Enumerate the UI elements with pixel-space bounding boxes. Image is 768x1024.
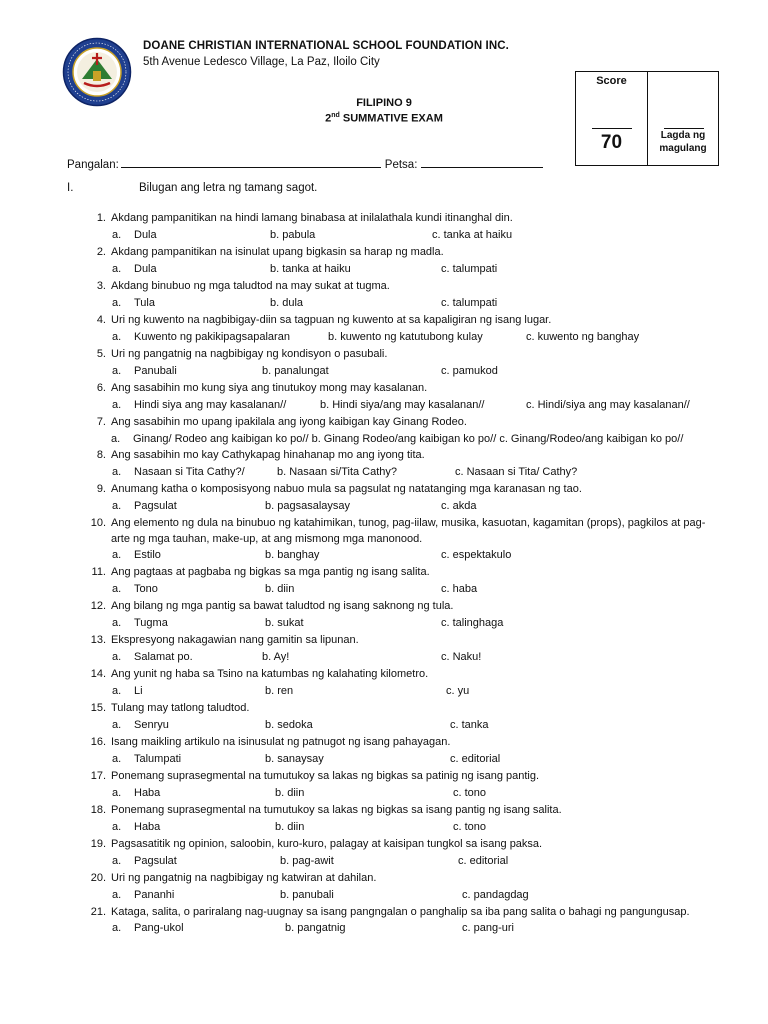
choice-option[interactable] <box>265 547 319 564</box>
signature-underline <box>664 128 704 129</box>
question-text <box>0 346 768 363</box>
choice-row <box>0 887 768 904</box>
choice-text: c. kuwento ng banghay <box>526 331 640 343</box>
question-item <box>0 802 768 836</box>
question-stem: Akdang pampanitikan na isinulat upang bigkasin sa harap ng madla. <box>111 246 444 258</box>
choice-option[interactable] <box>112 329 290 346</box>
choice-option[interactable] <box>275 819 304 836</box>
school-name: DOANE CHRISTIAN INTERNATIONAL SCHOOL FOUNDATION INC. <box>143 40 509 52</box>
choice-option[interactable] <box>270 261 351 278</box>
choice-text: c. Hindi/siya ang may kasalanan// <box>526 399 690 411</box>
section-heading <box>67 182 317 196</box>
choice-row <box>0 547 768 564</box>
question-stem: Tulang may tatlong taludtod. <box>111 702 250 714</box>
question-stem: Akdang pampanitikan na hindi lamang binabasa at inilalathala kundi itinanghal din. <box>111 212 513 224</box>
question-item <box>0 278 768 312</box>
choice-option[interactable] <box>320 397 484 414</box>
choice-option[interactable] <box>265 683 293 700</box>
choice-option[interactable] <box>462 887 529 904</box>
name-label: Pangalan: <box>67 159 119 171</box>
question-item <box>0 380 768 414</box>
name-date-row <box>67 156 543 173</box>
choice-row <box>0 431 768 447</box>
question-number: 19. <box>90 838 106 850</box>
choice-option[interactable] <box>112 615 168 632</box>
question-number: 7. <box>96 416 106 428</box>
question-stem: Ang elemento ng dula na binubuo ng katahimikan, tunog, pag-iilaw, musika, kasuotan, kagamitan (props), pagkilos at pag-arte ng mga tauhan, make-up, at ang mismong mga manonood. <box>111 517 706 545</box>
choice-option[interactable] <box>262 649 289 666</box>
exam-title: 2nd SUMMATIVE EXAM <box>325 112 443 125</box>
question-number: 1. <box>96 212 106 224</box>
choice-option[interactable] <box>526 329 639 346</box>
choice-option[interactable] <box>526 397 690 414</box>
choice-text: Senryu <box>134 719 169 731</box>
choice-row <box>0 261 768 278</box>
choice-row <box>0 751 768 768</box>
question-item <box>0 666 768 700</box>
choice-letter: a. <box>112 787 122 799</box>
choice-text: b. ren <box>265 685 294 697</box>
question-stem: Pagsasatitik ng opinion, saloobin, kuro-kuro, palagay at kaisipan tungkol sa isang paksa. <box>111 838 543 850</box>
choice-option[interactable] <box>262 363 329 380</box>
choice-row <box>0 397 768 414</box>
choice-text: b. pangatnig <box>285 922 346 934</box>
choice-letter: a. <box>112 263 122 275</box>
choice-row <box>0 581 768 598</box>
choice-option[interactable] <box>112 751 181 768</box>
choice-letter: a. <box>112 889 122 901</box>
question-stem: Ponemang suprasegmental na tumutukoy sa lakas ng bigkas sa isang pantig ng isang salita. <box>111 804 562 816</box>
choice-option[interactable] <box>441 261 497 278</box>
question-text <box>0 598 768 615</box>
choice-letter: a. <box>112 399 122 411</box>
choice-option[interactable] <box>265 751 324 768</box>
question-item <box>0 210 768 244</box>
choice-row <box>0 649 768 666</box>
choice-option[interactable] <box>112 887 174 904</box>
question-stem: Ang pagtaas at pagbaba ng bigkas sa mga pantig ng isang salita. <box>111 566 430 578</box>
question-stem: Ang bilang ng mga pantig sa bawat taludtod ng isang saknong ng tula. <box>111 600 454 612</box>
choice-row <box>0 819 768 836</box>
choice-letter: a. <box>112 297 122 309</box>
question-text <box>0 244 768 261</box>
choice-letter: a. <box>112 331 122 343</box>
section-numeral: I. <box>67 182 74 194</box>
choice-text: b. sukat <box>265 617 304 629</box>
question-text <box>0 734 768 751</box>
choice-row <box>0 615 768 632</box>
choice-text: c. pamukod <box>441 365 498 377</box>
question-number: 13. <box>90 634 106 646</box>
question-number: 20. <box>90 872 106 884</box>
choice-option[interactable] <box>441 295 497 312</box>
question-text <box>0 481 768 498</box>
choice-row <box>0 464 768 481</box>
choice-option[interactable] <box>270 227 315 244</box>
choice-text: Pagsulat <box>134 500 177 512</box>
question-item <box>0 734 768 768</box>
choice-letter: a. <box>112 229 122 241</box>
choice-text: b. pag-awit <box>280 855 334 867</box>
choice-option[interactable] <box>265 581 294 598</box>
question-number: 4. <box>96 314 106 326</box>
choice-option[interactable] <box>112 363 177 380</box>
question-stem: Ang sasabihin mo kay Cathykapag hinahanap mo ang iyong tita. <box>111 449 425 461</box>
choice-option[interactable] <box>112 853 177 870</box>
question-stem: Anumang katha o komposisyong nabuo mula sa pagsulat ng natatanging mga karanasan ng tao. <box>111 483 582 495</box>
score-value: 70 <box>600 132 623 153</box>
question-text <box>0 380 768 397</box>
choice-option[interactable] <box>277 464 397 481</box>
question-number: 17. <box>90 770 106 782</box>
choice-option[interactable] <box>450 717 489 734</box>
question-item <box>0 836 768 870</box>
choice-option[interactable] <box>432 227 512 244</box>
choice-letter: a. <box>112 821 122 833</box>
score-label: Score <box>596 75 627 87</box>
name-field[interactable] <box>121 156 381 168</box>
choice-option[interactable] <box>112 397 286 414</box>
choice-option[interactable] <box>455 464 577 481</box>
choice-row <box>0 363 768 380</box>
choice-row <box>0 717 768 734</box>
choice-text: Pang-ukol <box>134 922 184 934</box>
choice-text: Kuwento ng pakikipagsapalaran <box>134 331 290 343</box>
choice-option[interactable] <box>441 615 503 632</box>
question-text <box>0 836 768 853</box>
choice-option[interactable] <box>275 785 304 802</box>
choice-option[interactable] <box>112 649 193 666</box>
choice-text: Tula <box>134 297 155 309</box>
question-number: 9. <box>96 483 106 495</box>
question-stem: Isang maikling artikulo na isinusulat ng patnugot ng isang pahayagan. <box>111 736 451 748</box>
question-stem: Ekspresyong nakagawian nang gamitin sa lipunan. <box>111 634 359 646</box>
question-stem: Uri ng pangatnig na nagbibigay ng katwiran at dahilan. <box>111 872 377 884</box>
school-address: 5th Avenue Ledesco Village, La Paz, Iloilo City <box>143 56 380 68</box>
choice-letter: a. <box>112 365 122 377</box>
choice-text: c. espektakulo <box>441 549 512 561</box>
choice-text: b. pagsasalaysay <box>265 500 350 512</box>
question-text <box>0 768 768 785</box>
question-item <box>0 481 768 515</box>
choice-option[interactable] <box>112 547 161 564</box>
question-number: 2. <box>96 246 106 258</box>
choice-option[interactable] <box>328 329 483 346</box>
choice-text: b. diin <box>275 821 305 833</box>
choice-text: Li <box>134 685 143 697</box>
question-number: 18. <box>90 804 106 816</box>
question-item <box>0 244 768 278</box>
choice-text: c. Nasaan si Tita/ Cathy? <box>455 466 578 478</box>
choice-text: Dula <box>134 229 157 241</box>
question-number: 6. <box>96 382 106 394</box>
score-underline <box>592 128 632 129</box>
choice-letter: a. <box>112 549 122 561</box>
choice-option[interactable] <box>112 581 158 598</box>
question-stem: Akdang binubuo ng mga taludtod na may sukat at tugma. <box>111 280 390 292</box>
choice-letter: a. <box>112 651 122 663</box>
choice-text: b. banghay <box>265 549 320 561</box>
choice-text: b. kuwento ng katutubong kulay <box>328 331 483 343</box>
question-number: 21. <box>90 906 106 918</box>
choice-option[interactable] <box>450 751 500 768</box>
choice-text: b. dula <box>270 297 304 309</box>
choice-option[interactable] <box>112 261 157 278</box>
question-item <box>0 700 768 734</box>
question-stem: Ponemang suprasegmental na tumutukoy sa lakas ng bigkas sa patinig ng isang pantig. <box>111 770 540 782</box>
subject-title: FILIPINO 9 <box>356 97 412 109</box>
question-item <box>0 515 768 564</box>
choice-text: Haba <box>134 821 161 833</box>
choice-option[interactable] <box>112 717 169 734</box>
question-text <box>0 870 768 887</box>
choice-text: c. talinghaga <box>441 617 504 629</box>
choice-option[interactable] <box>280 853 334 870</box>
choice-option[interactable] <box>265 498 350 515</box>
choice-option[interactable] <box>441 649 481 666</box>
choice-letter: a. <box>112 753 122 765</box>
choice-row <box>0 329 768 346</box>
choice-text: b. pabula <box>270 229 316 241</box>
choice-text: c. tanka at haiku <box>432 229 513 241</box>
question-item <box>0 768 768 802</box>
choice-row <box>0 920 768 937</box>
question-stem: Ang sasabihin mo kung siya ang tinutukoy mong may kasalanan. <box>111 382 428 394</box>
choice-text: c. tono <box>453 787 487 799</box>
choice-text: c. pandagdag <box>462 889 529 901</box>
question-stem: Ang yunit ng haba sa Tsino na katumbas ng kalahating kilometro. <box>111 668 429 680</box>
question-item <box>0 598 768 632</box>
choice-text: Tono <box>134 583 158 595</box>
choice-option[interactable] <box>458 853 508 870</box>
question-stem: Uri ng pangatnig na nagbibigay ng kondisyon o pasubali. <box>111 348 388 360</box>
question-item <box>0 632 768 666</box>
choice-text: Pagsulat <box>134 855 177 867</box>
choice-text: c. tono <box>453 821 487 833</box>
section-instruction: Bilugan ang letra ng tamang sagot. <box>139 182 318 194</box>
question-number: 11. <box>91 566 106 578</box>
question-stem: Uri ng kuwento na nagbibigay-diin sa tagpuan ng kuwento at sa kapaligiran ng isang lugar. <box>111 314 552 326</box>
question-text <box>0 278 768 295</box>
choice-row <box>0 785 768 802</box>
choice-row <box>0 295 768 312</box>
choice-text: Panubali <box>134 365 177 377</box>
choice-text: c. Naku! <box>441 651 482 663</box>
question-number: 15. <box>90 702 106 714</box>
question-stem: Kataga, salita, o pariralang nag-uugnay sa isang pangngalan o panghalip sa iba pang salita o bahagi ng pangungusap. <box>111 906 690 918</box>
choice-text: Talumpati <box>134 753 182 765</box>
choice-text: b. sedoka <box>265 719 313 731</box>
question-item <box>0 414 768 447</box>
choice-letter: a. <box>112 855 122 867</box>
date-field[interactable] <box>421 156 543 168</box>
question-text <box>0 210 768 227</box>
choice-letter: a. <box>112 500 122 512</box>
choice-option[interactable] <box>285 920 346 937</box>
choice-option[interactable] <box>441 547 511 564</box>
choice-option[interactable] <box>112 920 184 937</box>
choice-text: b. Ay! <box>262 651 290 663</box>
parent-signature-label: Lagda ng magulang <box>659 130 707 154</box>
choice-option[interactable] <box>112 227 157 244</box>
choice-text: c. editorial <box>458 855 509 867</box>
choice-text: c. talumpati <box>441 297 498 309</box>
choice-option[interactable] <box>112 464 245 481</box>
choice-text: Pananhi <box>134 889 175 901</box>
choice-letter: a. <box>112 719 122 731</box>
choice-letter: a. <box>112 617 122 629</box>
question-text <box>0 447 768 464</box>
question-text <box>0 632 768 649</box>
question-item <box>0 564 768 598</box>
choice-option[interactable] <box>270 295 303 312</box>
question-item <box>0 447 768 481</box>
choice-text: b. Nasaan si/Tita Cathy? <box>277 466 398 478</box>
choice-text: Nasaan si Tita Cathy?/ <box>134 466 245 478</box>
question-text <box>0 666 768 683</box>
question-item <box>0 904 768 937</box>
choice-option[interactable] <box>265 717 313 734</box>
choice-letter: a. <box>112 466 122 478</box>
choice-text: Tugma <box>134 617 168 629</box>
choice-option[interactable] <box>112 819 160 836</box>
choice-option[interactable] <box>280 887 334 904</box>
question-text <box>0 904 768 920</box>
choice-text: c. yu <box>446 685 470 697</box>
choice-option[interactable] <box>453 819 486 836</box>
question-number: 16. <box>90 736 106 748</box>
choice-text[interactable]: Ginang/ Rodeo ang kaibigan ko po// b. Ginang Rodeo/ang kaibigan ko po// c. Ginang/Rodeo/ang kaibigan ko po// <box>133 433 684 445</box>
question-number: 8. <box>96 449 106 461</box>
question-item <box>0 870 768 904</box>
choice-text: Haba <box>134 787 161 799</box>
question-item <box>0 346 768 380</box>
question-number: 3. <box>96 280 106 292</box>
choice-text: c. editorial <box>450 753 501 765</box>
choice-text: Dula <box>134 263 157 275</box>
choice-text: c. haba <box>441 583 478 595</box>
question-number: 14. <box>90 668 106 680</box>
choice-letter: a. <box>111 433 121 445</box>
choice-text: c. akda <box>441 500 477 512</box>
question-text <box>0 564 768 581</box>
question-text <box>0 700 768 717</box>
choice-text: Salamat po. <box>134 651 193 663</box>
choice-text: b. panalungat <box>262 365 329 377</box>
question-stem: Ang sasabihin mo upang ipakilala ang iyong kaibigan kay Ginang Rodeo. <box>111 416 467 428</box>
question-number: 12. <box>90 600 106 612</box>
choice-text: Estilo <box>134 549 161 561</box>
choice-text: b. diin <box>265 583 295 595</box>
choice-text: b. panubali <box>280 889 334 901</box>
question-number: 10. <box>90 517 106 529</box>
question-text <box>0 312 768 329</box>
choice-text: c. pang-uri <box>462 922 514 934</box>
choice-row <box>0 498 768 515</box>
choice-option[interactable] <box>462 920 514 937</box>
choice-option[interactable] <box>265 615 304 632</box>
choice-option[interactable] <box>453 785 486 802</box>
choice-option[interactable] <box>112 785 160 802</box>
choice-letter: a. <box>112 922 122 934</box>
choice-option[interactable] <box>112 295 155 312</box>
question-text <box>0 802 768 819</box>
question-list <box>0 210 768 937</box>
choice-text: b. diin <box>275 787 305 799</box>
choice-option[interactable] <box>441 581 477 598</box>
question-item <box>0 312 768 346</box>
choice-text: b. sanaysay <box>265 753 324 765</box>
choice-row <box>0 227 768 244</box>
question-number: 5. <box>96 348 106 360</box>
choice-row <box>0 853 768 870</box>
question-text <box>0 414 768 431</box>
choice-text: Hindi siya ang may kasalanan// <box>134 399 287 411</box>
choice-text: b. Hindi siya/ang may kasalanan// <box>320 399 485 411</box>
choice-option[interactable] <box>441 498 476 515</box>
choice-option[interactable] <box>446 683 469 700</box>
choice-option[interactable] <box>441 363 498 380</box>
choice-option[interactable] <box>112 498 177 515</box>
choice-row <box>0 683 768 700</box>
score-box <box>575 71 719 166</box>
choice-letter: a. <box>112 685 122 697</box>
choice-text: b. tanka at haiku <box>270 263 351 275</box>
date-label: Petsa: <box>384 159 418 171</box>
choice-option[interactable] <box>112 683 143 700</box>
choice-text: c. tanka <box>450 719 489 731</box>
choice-text: c. talumpati <box>441 263 498 275</box>
choice-letter: a. <box>112 583 122 595</box>
question-text <box>0 515 768 547</box>
